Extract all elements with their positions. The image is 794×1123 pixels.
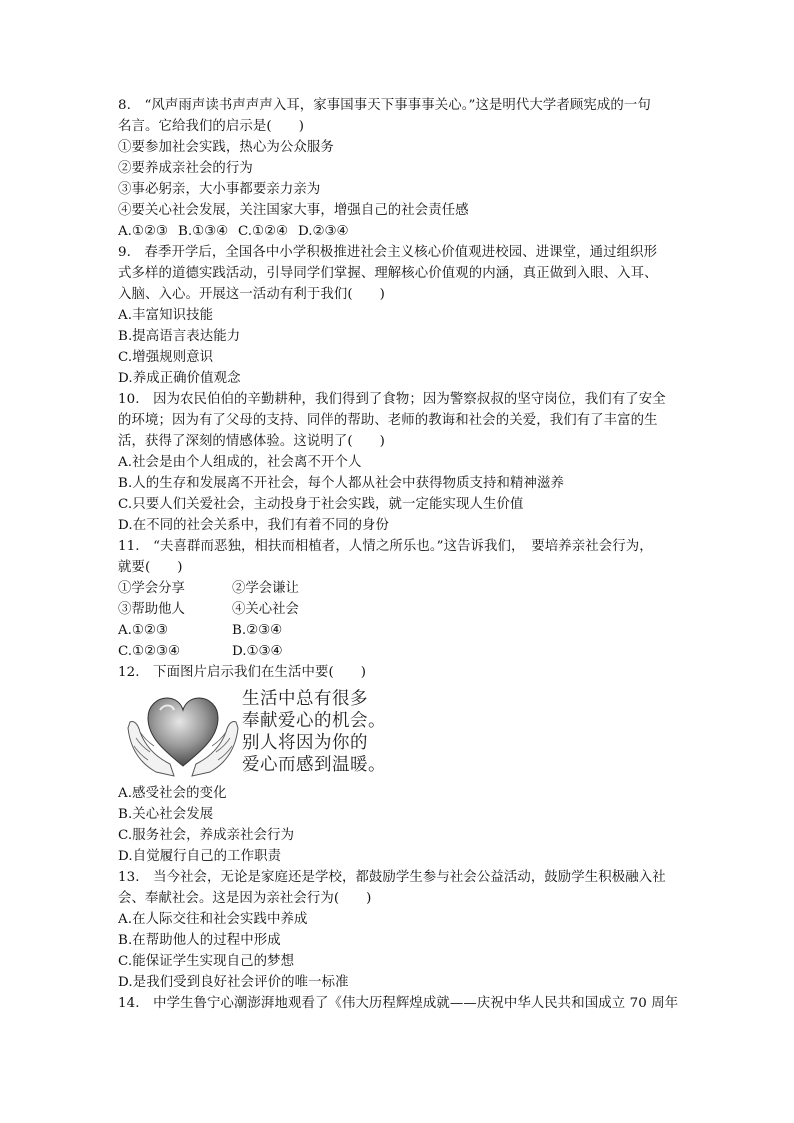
q11-item-3: ③帮助他人 bbox=[118, 602, 185, 617]
q11-option-b: B.②③④ bbox=[232, 623, 283, 638]
q8-item-2: ②要养成亲社会的行为 bbox=[118, 161, 253, 176]
q12-option-d: D.自觉履行自己的工作职责 bbox=[118, 849, 282, 864]
q10-option-a: A.社会是由个人组成的，社会离不开个人 bbox=[118, 455, 362, 470]
q8-item-1: ①要参加社会实践，热心为公众服务 bbox=[118, 140, 334, 155]
q11-item-2: ②学会谦让 bbox=[232, 581, 299, 596]
q13-stem-line2: 会、奉献社会。这是因为亲社会行为( ) bbox=[118, 891, 372, 906]
q8-option-c: C.①②④ bbox=[238, 224, 289, 239]
q8-option-d: D.②③④ bbox=[298, 224, 349, 239]
q11-option-c: C.①②③④ bbox=[118, 644, 181, 659]
q13-option-d: D.是我们受到良好社会评价的唯一标准 bbox=[118, 975, 349, 990]
q9-option-b: B.提高语言表达能力 bbox=[118, 329, 241, 344]
figure-caption-line2: 奉献爱心的机会。 bbox=[242, 711, 386, 731]
q11-option-d: D.①③④ bbox=[232, 644, 283, 659]
q11-stem-line2: 就要( ) bbox=[118, 560, 183, 575]
q12-option-a: A.感受社会的变化 bbox=[118, 786, 227, 801]
q10-stem-line2: 的环境；因为有了父母的支持、同伴的帮助、老师的教诲和社会的关爱，我们有了丰富的生 bbox=[118, 413, 658, 428]
q11-item-1: ①学会分享 bbox=[118, 581, 185, 596]
q9-option-d: D.养成正确价值观念 bbox=[118, 371, 241, 386]
q9-option-a: A.丰富知识技能 bbox=[118, 308, 214, 323]
q10-option-d: D.在不同的社会关系中，我们有着不同的身份 bbox=[118, 518, 390, 533]
q9-stem-line2: 式多样的道德实践活动，引导同学们掌握、理解核心价值观的内涵，真正做到入眼、入耳、 bbox=[118, 266, 658, 281]
q12-option-c: C.服务社会，养成亲社会行为 bbox=[118, 828, 295, 843]
q8-stem-line2: 名言。它给我们的启示是( ) bbox=[118, 119, 305, 134]
q13-option-a: A.在人际交往和社会实践中养成 bbox=[118, 912, 308, 927]
q9-option-c: C.增强规则意识 bbox=[118, 350, 214, 365]
q8-item-3: ③事必躬亲，大小事都要亲力亲为 bbox=[118, 182, 321, 197]
q13-option-b: B.在帮助他人的过程中形成 bbox=[118, 933, 281, 948]
q10-option-b: B.人的生存和发展离不开社会，每个人都从社会中获得物质支持和精神滋养 bbox=[118, 476, 564, 491]
q9-stem-line3: 入脑、入心。开展这一活动有利于我们( ) bbox=[118, 287, 385, 302]
q8-option-b: B.①③④ bbox=[178, 224, 229, 239]
figure-caption-line3: 别人将因为你的 bbox=[242, 733, 368, 753]
q9-stem-line1: 9. 春季开学后，全国各中小学积极推进社会主义核心价值观进校园、进课堂，通过组织形 bbox=[118, 245, 658, 260]
q11-item-4: ④关心社会 bbox=[232, 602, 299, 617]
q12-stem-line1: 12. 下面图片启示我们在生活中要( ) bbox=[118, 665, 367, 680]
figure-caption-line1: 生活中总有很多 bbox=[242, 689, 368, 709]
q10-option-c: C.只要人们关爱社会，主动投身于社会实践，就一定能实现人生价值 bbox=[118, 497, 524, 512]
figure-caption-line4: 爱心而感到温暖。 bbox=[242, 755, 386, 775]
q13-option-c: C.能保证学生实现自己的梦想 bbox=[118, 954, 295, 969]
q10-stem-line1: 10. 因为农民伯伯的辛勤耕种，我们得到了食物；因为警察叔叔的坚守岗位，我们有了安全 bbox=[118, 392, 666, 407]
q8-option-a: A.①②③ bbox=[118, 224, 168, 239]
q11-option-a: A.①②③ bbox=[118, 623, 168, 638]
q10-stem-line3: 活，获得了深刻的情感体验。这说明了( ) bbox=[118, 434, 385, 449]
q13-stem-line1: 13. 当今社会，无论是家庭还是学校，都鼓励学生参与社会公益活动，鼓励学生积极融入社 bbox=[118, 870, 666, 885]
q11-stem-line1: 11. “夫喜群而恶独，相扶而相植者，人情之所乐也。”这告诉我们， 要培养亲社会行为， bbox=[118, 539, 653, 554]
q8-stem-line1: 8. “风声雨声读书声声声入耳，家事国事天下事事事关心。”这是明代大学者顾宪成的一句 bbox=[118, 98, 651, 113]
q8-item-4: ④要关心社会发展，关注国家大事，增强自己的社会责任感 bbox=[118, 203, 469, 218]
q14-stem-line1: 14. 中学生鲁宁心潮澎湃地观看了《伟大历程辉煌成就——庆祝中华人民共和国成立 70 周年 bbox=[118, 996, 679, 1011]
q12-option-b: B.关心社会发展 bbox=[118, 807, 214, 822]
heart-shape bbox=[148, 698, 218, 766]
